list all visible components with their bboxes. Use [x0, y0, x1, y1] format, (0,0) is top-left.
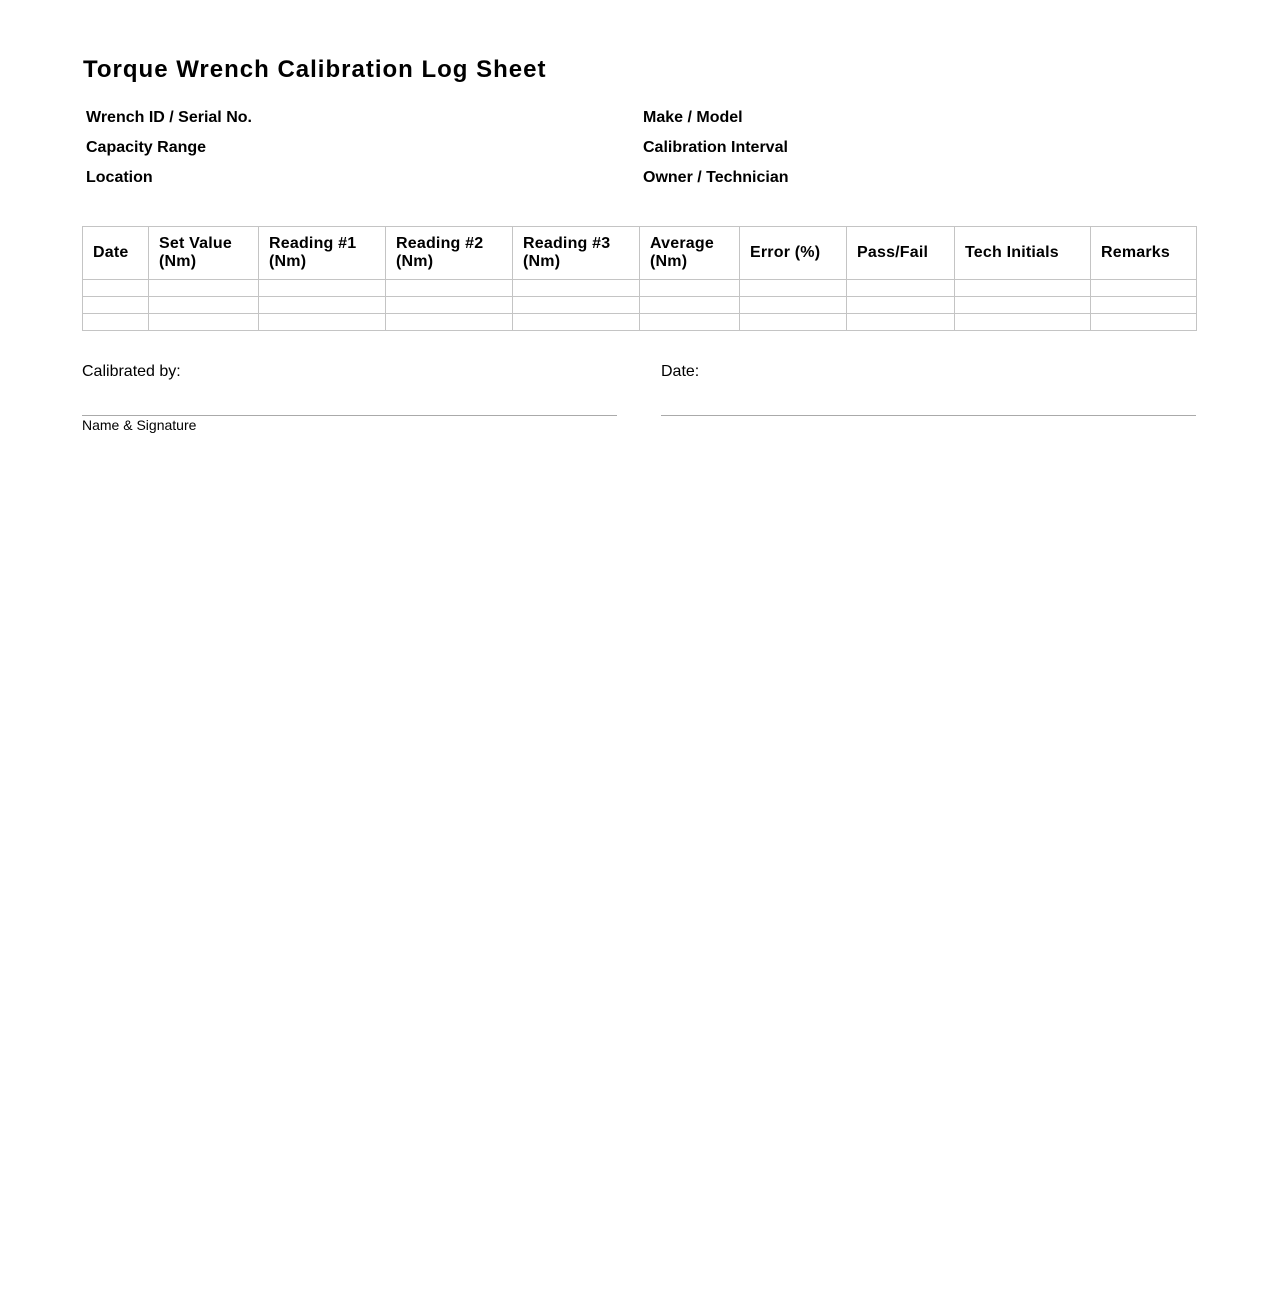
table-header-row [83, 227, 1197, 280]
make-model-label: Make / Model [643, 109, 743, 126]
table-cell[interactable] [386, 297, 513, 314]
table-cell[interactable] [149, 297, 259, 314]
table-row [83, 314, 1197, 331]
table-cell[interactable] [740, 280, 847, 297]
column-header-average: Average (Nm) [640, 227, 740, 280]
calibrated-by-label: Calibrated by: [82, 363, 181, 380]
table-cell[interactable] [740, 297, 847, 314]
table-cell[interactable] [83, 314, 149, 331]
calibration-interval-label: Calibration Interval [643, 139, 788, 156]
calibration-log-table [82, 226, 1197, 331]
table-row [83, 280, 1197, 297]
capacity-range-label: Capacity Range [86, 139, 207, 156]
table-row [83, 297, 1197, 314]
table-cell[interactable] [259, 297, 386, 314]
table-cell[interactable] [149, 280, 259, 297]
column-header-error: Error (%) [740, 227, 847, 280]
column-header-reading-2: Reading #2 (Nm) [386, 227, 513, 280]
owner-technician-label: Owner / Technician [643, 169, 789, 186]
table-cell[interactable] [149, 314, 259, 331]
table-cell[interactable] [1091, 314, 1197, 331]
date-label: Date: [661, 363, 700, 380]
column-header-pass-fail: Pass/Fail [847, 227, 955, 280]
column-header-remarks: Remarks [1091, 227, 1197, 280]
location-label: Location [86, 169, 153, 186]
table-cell[interactable] [1091, 280, 1197, 297]
table-cell[interactable] [513, 280, 640, 297]
table-cell[interactable] [640, 297, 740, 314]
name-signature-caption: Name & Signature [82, 417, 197, 433]
table-cell[interactable] [83, 297, 149, 314]
table-cell[interactable] [259, 280, 386, 297]
table-cell[interactable] [847, 280, 955, 297]
column-header-reading-1: Reading #1 (Nm) [259, 227, 386, 280]
table-cell[interactable] [259, 314, 386, 331]
table-cell[interactable] [955, 297, 1091, 314]
table-cell[interactable] [740, 314, 847, 331]
table-cell[interactable] [386, 314, 513, 331]
table-cell[interactable] [955, 280, 1091, 297]
page-title: Torque Wrench Calibration Log Sheet [83, 56, 547, 83]
table-cell[interactable] [386, 280, 513, 297]
column-header-set-value: Set Value (Nm) [149, 227, 259, 280]
table-cell[interactable] [955, 314, 1091, 331]
table-cell[interactable] [640, 280, 740, 297]
table-cell[interactable] [640, 314, 740, 331]
column-header-tech-initials: Tech Initials [955, 227, 1091, 280]
table-cell[interactable] [1091, 297, 1197, 314]
wrench-id-label: Wrench ID / Serial No. [86, 109, 252, 126]
column-header-reading-3: Reading #3 (Nm) [513, 227, 640, 280]
table-cell[interactable] [847, 297, 955, 314]
column-header-date: Date [83, 227, 149, 280]
table-cell[interactable] [513, 297, 640, 314]
date-signature-line[interactable] [661, 415, 1196, 416]
table-cell[interactable] [83, 280, 149, 297]
table-cell[interactable] [847, 314, 955, 331]
table-cell[interactable] [513, 314, 640, 331]
